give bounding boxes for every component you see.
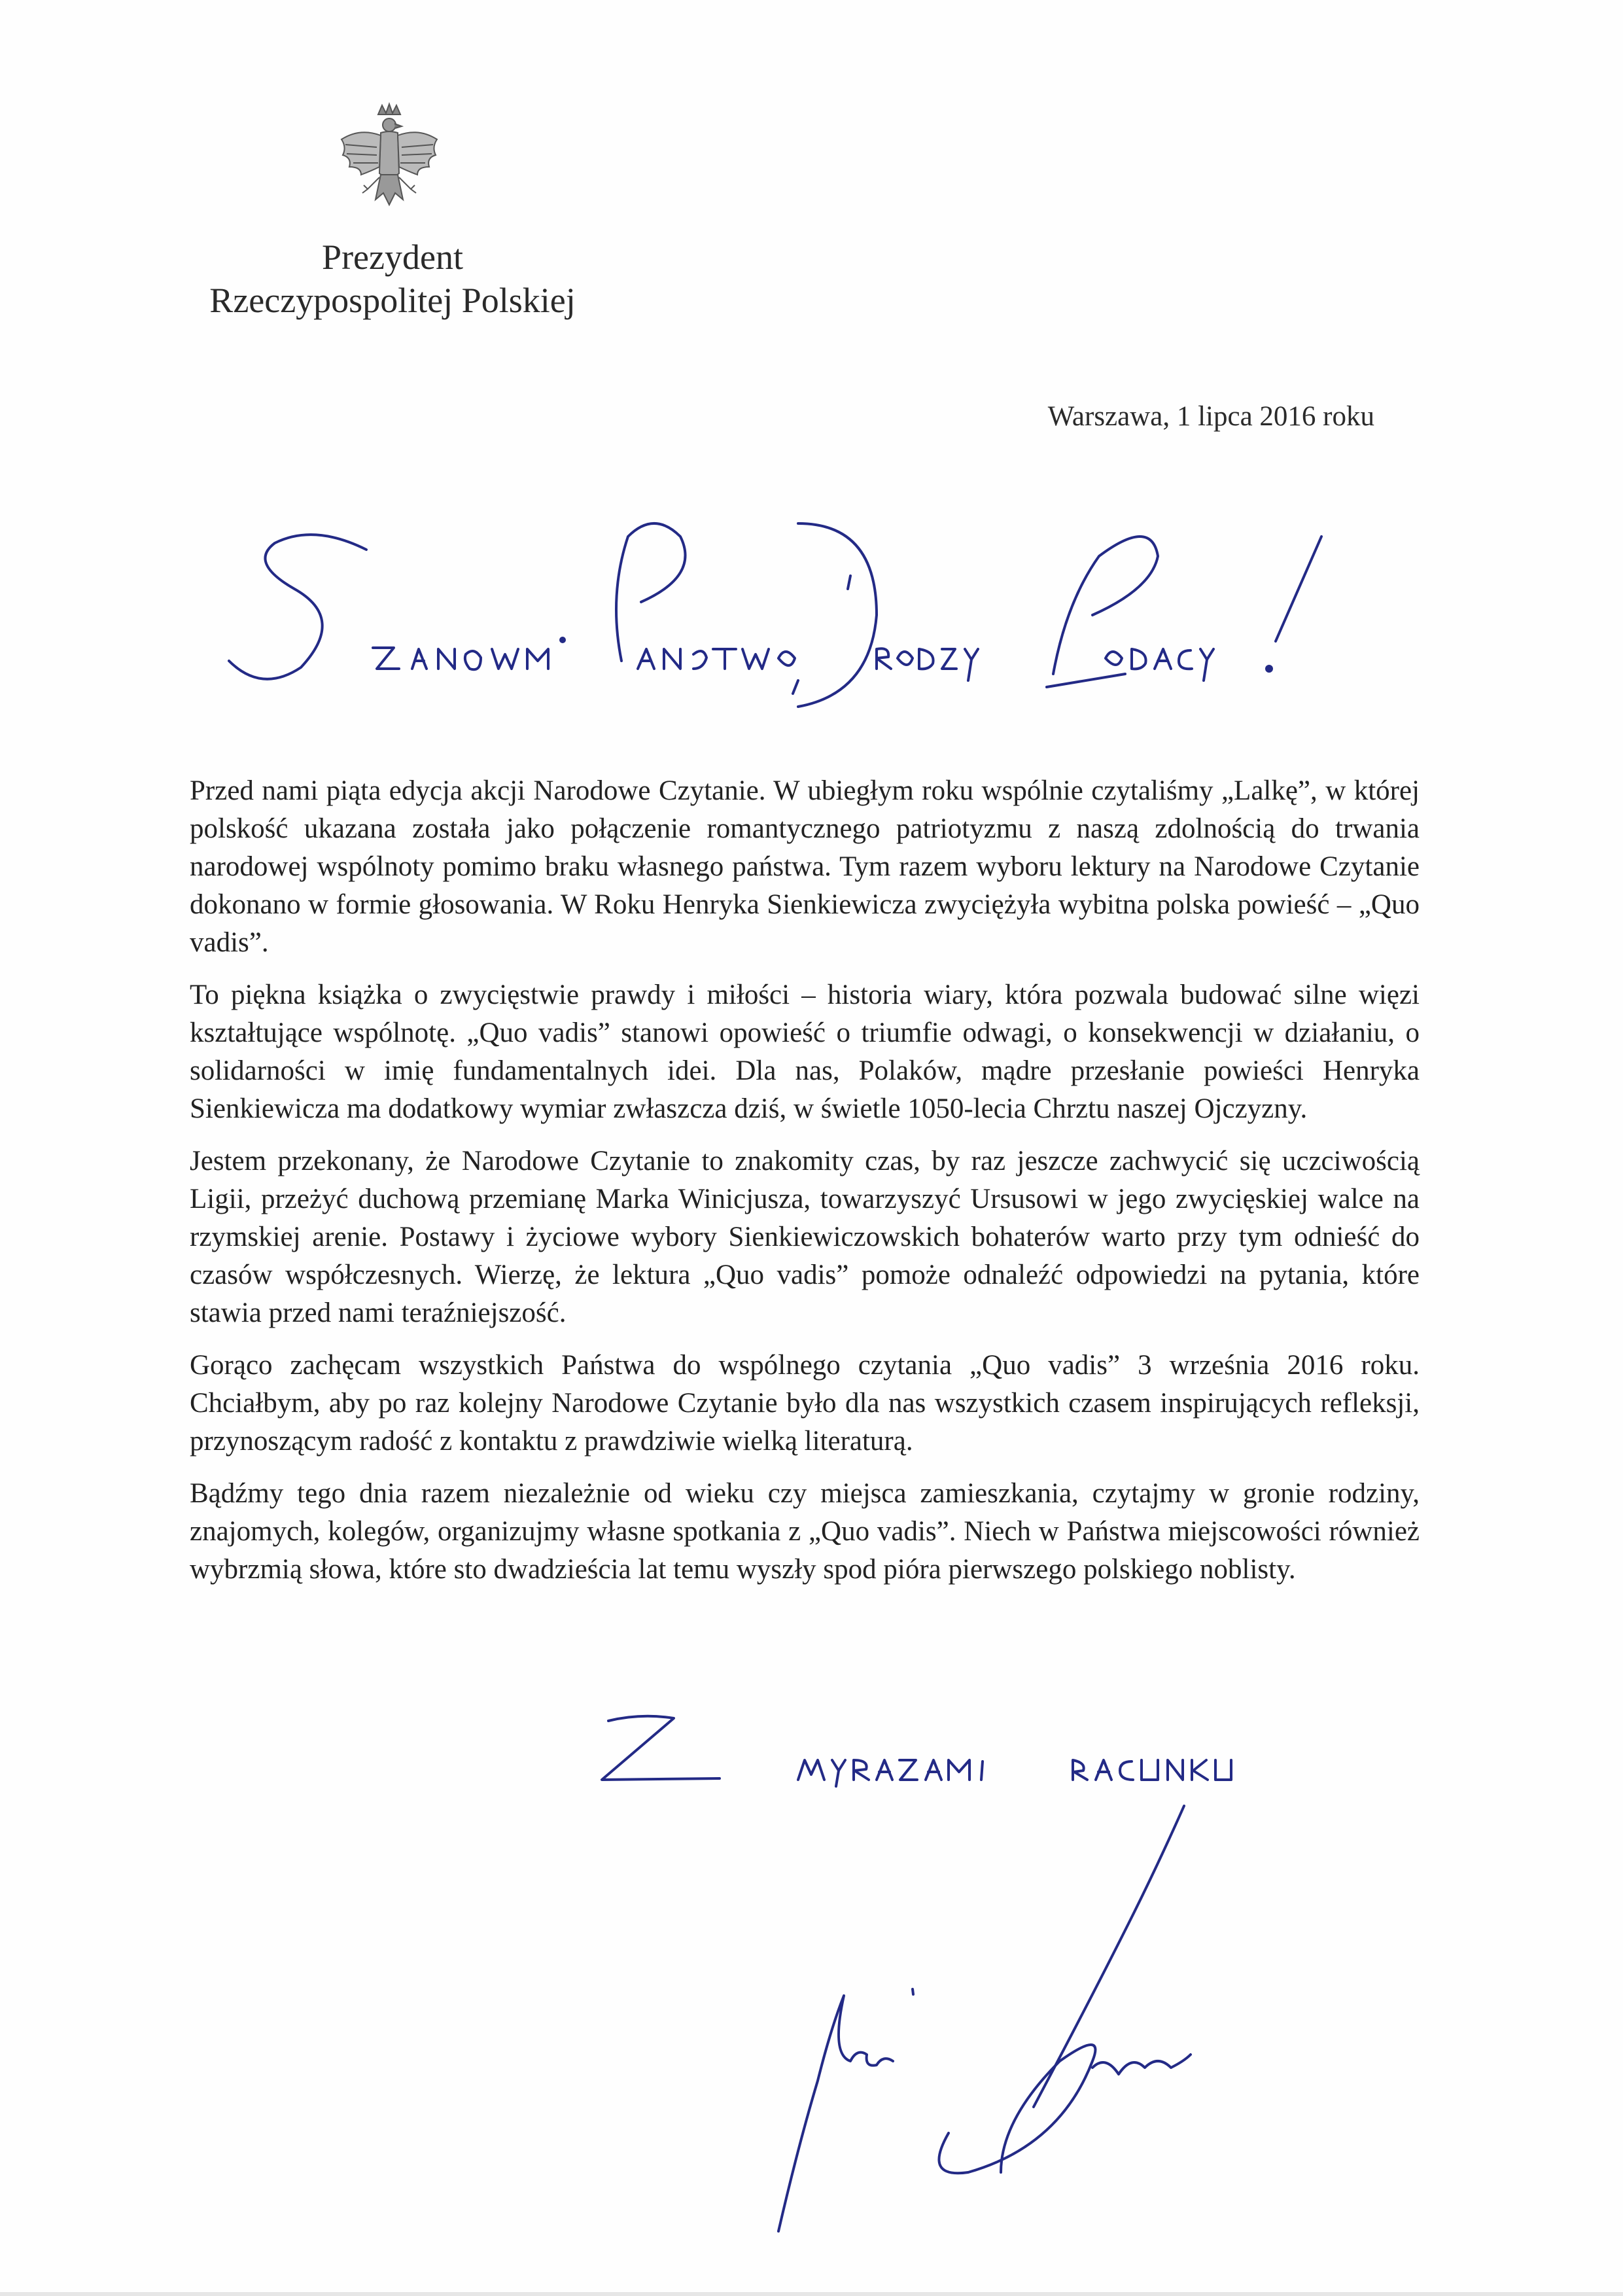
polish-eagle-emblem-icon xyxy=(334,101,445,232)
salutation-ink xyxy=(222,497,1348,733)
signature xyxy=(752,1780,1472,2251)
letter-body xyxy=(190,772,1420,1603)
signature-ink xyxy=(752,1780,1472,2251)
sender-title: Prezydent xyxy=(322,238,463,277)
paragraph: Bądźmy tego dnia razem niezależnie od wieku czy miejsca zamieszkania, czytajmy w gronie rodziny, znajomych, kolegów, organizujmy własne spotkania z „Quo vadis”. Niech w Państwa miejscowości również wybrzmią słowa, które sto dwadzieścia lat temu wyszły spod pióra pierwszego polskiego noblisty. xyxy=(190,1478,1420,1585)
sender-office: Rzeczypospolitej Polskiej xyxy=(209,281,576,320)
paragraph: Jestem przekonany, że Narodowe Czytanie to znakomity czas, by raz jeszcze zachwycić się uczciwością Ligii, przeżyć duchową przemianę Marka Winicjusza, towarzyszyć Ursusowi w jego zwycięskiej walce na rzymskiej arenie. Postawy i życiowe wybory Sienkiewiczowskich bohaterów warto przy tym odnieść do czasów współczesnych. Wierzę, że lektura „Quo vadis” pomoże odnaleźć odpowiedzi na pytania, które stawia przed nami teraźniejszość. xyxy=(190,1146,1420,1328)
paragraph: To piękna książka o zwycięstwie prawdy i miłości – historia wiary, która pozwala budować silne więzi kształtujące wspólnotę. „Quo vadis” stanowi opowieść o triumfie odwagi, o konsekwencji w działaniu, o solidarności w imię fundamentalnych idei. Dla nas, Polaków, mądre przesłanie powieści Henryka Sienkiewicza ma dodatkowy wymiar zwłaszcza dziś, w świetle 1050-lecia Chrztu naszej Ojczyzny. xyxy=(190,980,1420,1124)
letterhead-sender xyxy=(170,236,615,322)
paragraph: Gorąco zachęcam wszystkich Państwa do wspólnego czytania „Quo vadis” 3 września 2016 roku. Chciałbym, aby po raz kolejny Narodowe Czytanie było dla nas wszystkich czasem inspirujących refleksji, przynoszącym radość z kontaktu z prawdziwie wielką literaturą. xyxy=(190,1350,1420,1457)
handwritten-salutation xyxy=(222,497,1348,733)
date-line: Warszawa, 1 lipca 2016 roku xyxy=(1047,401,1374,432)
paragraph: Przed nami piąta edycja akcji Narodowe Czytanie. W ubiegłym roku wspólnie czytaliśmy „Lalkę”, w której polskość ukazana została jako połączenie romantycznego patriotyzmu z naszą zdolnością do trwania narodowej wspólnoty pomimo braku własnego państwa. Tym razem wyboru lektury na Narodowe Czytanie dokonano w formie głosowania. W Roku Henryka Sienkiewicza zwyciężyła wybitna polska powieść – „Quo vadis”. xyxy=(190,775,1420,958)
page-bottom-edge xyxy=(0,2292,1623,2296)
